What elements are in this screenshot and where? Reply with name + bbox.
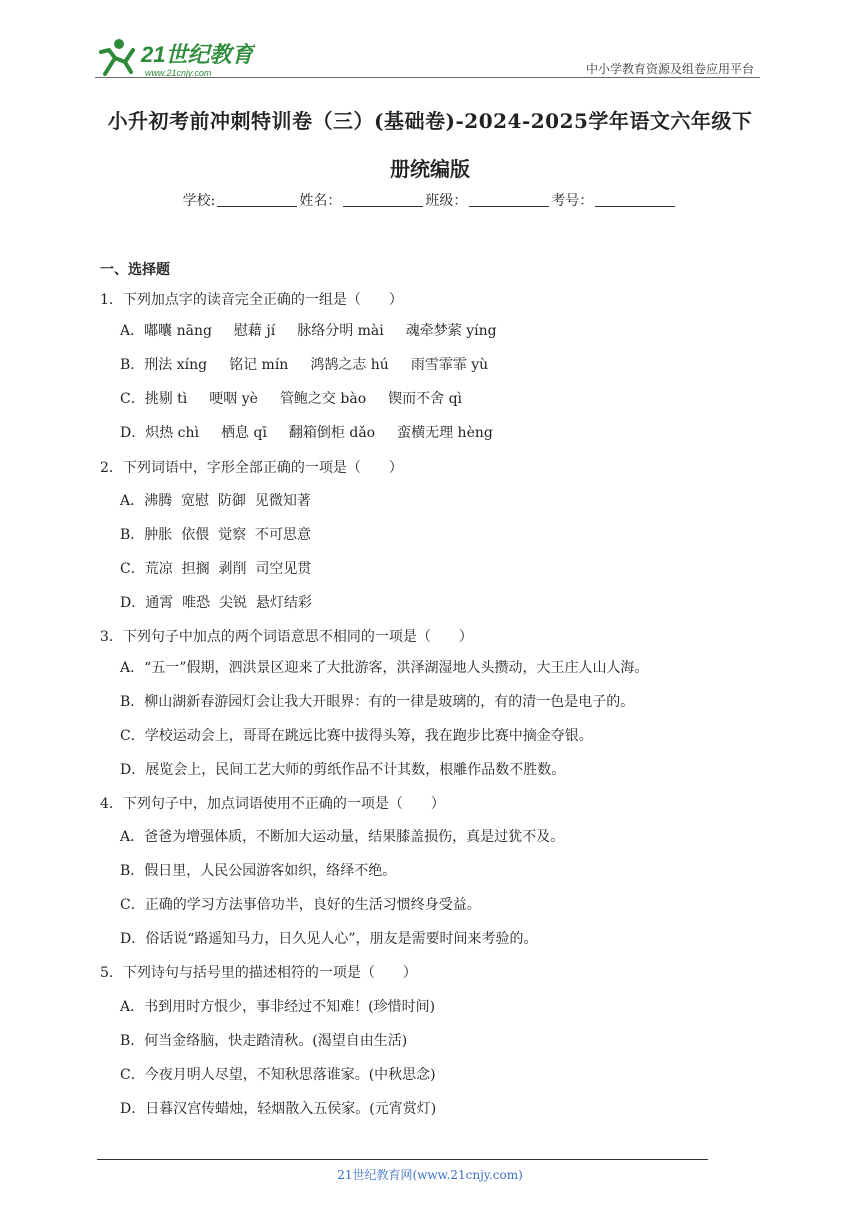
- question-3-option-a[interactable]: A．“五一”假期，泗洪景区迎来了大批游客，洪泽湖湿地人头攒动，大王庄人山人海。: [120, 660, 649, 676]
- question-4-option-d[interactable]: D．俗话说“路遥知马力，日久见人心”，朋友是需要时间来考验的。: [120, 931, 538, 947]
- question-5-option-c[interactable]: C．今夜月明人尽望，不知秋思落谁家。(中秋思念): [120, 1067, 436, 1083]
- name-blank[interactable]: [343, 192, 423, 207]
- school-blank[interactable]: [217, 192, 297, 207]
- question-1-option-d[interactable]: D．炽热 chì 栖息 qī 翻箱倒柜 dǎo 蛮横无理 hèng: [120, 425, 493, 441]
- question-2-option-b[interactable]: B．肿胀 依偎 觉察 不可思意: [120, 527, 311, 543]
- class-blank[interactable]: [469, 192, 549, 207]
- question-5-option-d[interactable]: D．日暮汉宫传蜡烛，轻烟散入五侯家。(元宵赏灯): [120, 1101, 437, 1117]
- question-3-option-b[interactable]: B．柳山湖新春游园灯会让我大开眼界：有的一律是玻璃的，有的清一色是电子的。: [120, 694, 635, 710]
- question-3-stem: 3．下列句子中加点的两个词语意思不相同的一项是（ ）: [100, 629, 473, 645]
- class-label: 班级：: [425, 193, 468, 209]
- question-4-stem: 4．下列句子中，加点词语使用不正确的一项是（ ）: [100, 796, 445, 812]
- question-5-option-b[interactable]: B．何当金络脑，快走踏清秋。(渴望自由生活): [120, 1033, 408, 1049]
- question-2-option-d[interactable]: D．通霄 唯恐 尖锐 悬灯结彩: [120, 595, 312, 611]
- name-label: 姓名：: [299, 193, 342, 209]
- page-title-line1: 小升初考前冲刺特训卷（三）(基础卷)-2024-2025学年语文六年级下: [107, 109, 753, 133]
- footer-link[interactable]: 21世纪教育网(www.21cnjy.com): [337, 1168, 523, 1182]
- question-2-option-a[interactable]: A．沸腾 宽慰 防御 见微知著: [120, 493, 311, 509]
- site-logo: [95, 36, 255, 80]
- question-4-option-b[interactable]: B．假日里，人民公园游客如织，络绎不绝。: [120, 863, 397, 879]
- number-blank[interactable]: [595, 192, 675, 207]
- question-5-option-a[interactable]: A．书到用时方恨少，事非经过不知难！(珍惜时间): [120, 999, 436, 1015]
- question-1-option-c[interactable]: C．挑剔 tì 哽咽 yè 管鲍之交 bào 锲而不舍 qì: [120, 391, 463, 407]
- question-2-stem: 2．下列词语中，字形全部正确的一项是（ ）: [100, 460, 403, 476]
- number-label: 考号：: [551, 193, 594, 209]
- question-5-stem: 5．下列诗句与括号里的描述相符的一项是（ ）: [100, 965, 417, 981]
- logo-url-text: www.21cnjy.com: [145, 68, 212, 78]
- section-heading: 一、选择题: [100, 262, 170, 278]
- question-4-option-a[interactable]: A．爸爸为增强体质，不断加大运动量，结果膝盖损伤，真是过犹不及。: [120, 829, 565, 845]
- header-divider: [95, 77, 760, 78]
- question-4-option-c[interactable]: C．正确的学习方法事倍功半，良好的生活习惯终身受益。: [120, 897, 481, 913]
- student-info-line: [0, 190, 860, 210]
- question-1-option-a[interactable]: A．嘟囔 nāng 慰藉 jí 脉络分明 mài 魂牵梦萦 yíng: [120, 323, 497, 339]
- question-2-option-c[interactable]: C．荒凉 担搁 剥削 司空见贯: [120, 561, 312, 577]
- question-3-option-d[interactable]: D．展览会上，民间工艺大师的剪纸作品不计其数，根雕作品数不胜数。: [120, 762, 566, 778]
- logo-text: 21世纪教育: [141, 42, 254, 67]
- page-title-line2: 册统编版: [390, 157, 470, 181]
- footer-divider: [97, 1159, 708, 1160]
- header-platform-text: 中小学教育资源及组卷应用平台: [585, 62, 754, 76]
- question-1-stem: 1．下列加点字的读音完全正确的一组是（ ）: [100, 292, 403, 308]
- question-1-option-b[interactable]: B．刑法 xíng 铭记 mín 鸿鹄之志 hú 雨雪霏霏 yù: [120, 357, 489, 373]
- question-3-option-c[interactable]: C．学校运动会上，哥哥在跳远比赛中拔得头筹，我在跑步比赛中摘金夺银。: [120, 728, 593, 744]
- school-label: 学校:: [182, 193, 216, 209]
